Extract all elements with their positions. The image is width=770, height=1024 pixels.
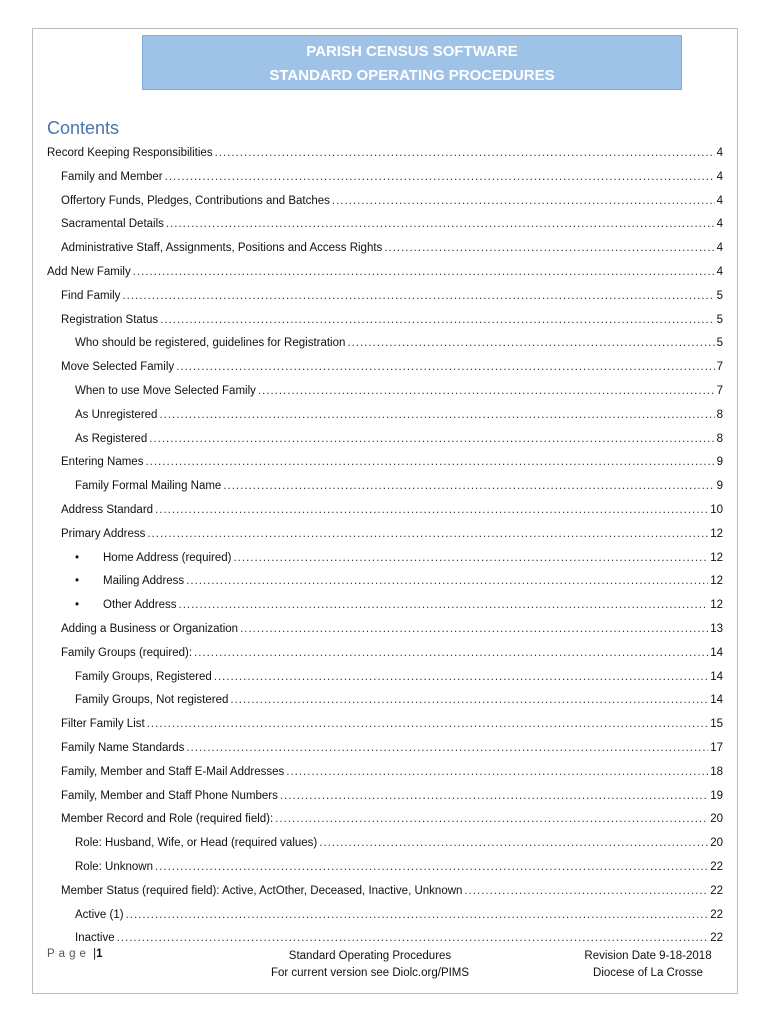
toc-entry-label: As Registered [75, 432, 148, 445]
toc-entry-page: 4 [716, 147, 723, 159]
toc-entry-page: 18 [710, 765, 723, 778]
toc-entry[interactable] [75, 407, 723, 423]
toc-leader-dots [280, 788, 708, 804]
toc-leader-dots [186, 740, 708, 756]
toc-entry[interactable] [61, 716, 723, 732]
toc-entry-label: When to use Move Selected Family [75, 385, 256, 397]
toc-entry-label: Inactive [75, 932, 115, 945]
footer-page-word: Page [47, 948, 90, 960]
toc-entry-page: 22 [710, 861, 723, 873]
toc-entry[interactable] [61, 193, 723, 209]
toc-entry[interactable] [61, 811, 723, 827]
contents-heading: Contents [47, 118, 120, 138]
footer-right [560, 948, 736, 982]
toc-entry-page: 12 [710, 551, 723, 564]
toc-entry[interactable] [75, 597, 723, 613]
toc-entry[interactable] [61, 169, 723, 185]
toc-entry-label: Record Keeping Responsibilities [47, 147, 213, 159]
toc-entry[interactable] [61, 312, 723, 328]
toc-entry-label: Role: Husband, Wife, or Head (required values) [75, 837, 318, 850]
toc-entry-label: Offertory Funds, Pledges, Contributions and Batches [61, 194, 330, 207]
toc-leader-dots [147, 716, 709, 732]
toc-entry-label: Adding a Business or Organization [61, 623, 239, 635]
toc-leader-dots [126, 907, 709, 923]
toc-leader-dots [133, 264, 715, 280]
toc-entry[interactable] [75, 907, 723, 923]
footer-sop-title: Standard Operating Procedures [288, 950, 452, 962]
toc-entry[interactable] [61, 883, 723, 899]
toc-entry[interactable] [61, 359, 723, 375]
toc-entry-page: 8 [716, 432, 723, 445]
toc-entry[interactable] [75, 835, 723, 851]
toc-entry-label: Find Family [61, 289, 121, 302]
toc-leader-dots [186, 573, 708, 589]
toc-leader-dots [275, 811, 708, 827]
toc-entry-label: Family Groups, Registered [75, 670, 212, 683]
toc-bullet-icon: • [75, 551, 80, 564]
toc-leader-dots [464, 883, 708, 899]
toc-entry[interactable] [75, 930, 723, 946]
toc-entry-page: 22 [710, 884, 723, 897]
footer-page-value: 1 [96, 948, 103, 960]
toc-entry-label: Family Groups, Not registered [75, 694, 229, 707]
toc-leader-dots [223, 478, 714, 494]
toc-entry-label: Mailing Address [103, 575, 185, 588]
toc-entry-page: 12 [710, 575, 723, 588]
toc-entry-label: Primary Address [61, 527, 146, 540]
toc-leader-dots [240, 621, 708, 637]
toc-leader-dots [145, 454, 714, 470]
toc-entry-label: Family Groups (required): [61, 646, 193, 659]
footer-page-number [47, 948, 102, 960]
toc-entry[interactable] [75, 478, 723, 494]
toc-entry-page: 19 [710, 789, 723, 802]
toc-entry-label: Family and Member [61, 170, 163, 183]
toc-leader-dots [233, 550, 708, 566]
toc-entry-page: 14 [710, 646, 723, 659]
toc-entry-page: 15 [710, 718, 723, 731]
toc-bullet-icon: • [75, 575, 80, 588]
toc-leader-dots [147, 526, 708, 542]
toc-leader-dots [155, 502, 708, 518]
toc-entry[interactable] [75, 859, 723, 875]
toc-entry[interactable] [75, 383, 723, 399]
toc-entry-page: 4 [716, 218, 723, 231]
toc-entry[interactable] [61, 216, 723, 232]
toc-entry-label: Registration Status [61, 313, 159, 326]
toc-entry-label: Family Formal Mailing Name [75, 480, 222, 493]
toc-leader-dots [214, 669, 708, 685]
toc-entry-page: 20 [710, 813, 723, 826]
toc-entry[interactable] [61, 621, 723, 637]
toc-leader-dots [215, 145, 715, 161]
toc-entry-page: 4 [716, 242, 723, 255]
toc-entry[interactable] [47, 264, 723, 280]
toc-leader-dots [347, 335, 714, 351]
toc-entry[interactable] [75, 692, 723, 708]
footer-diocese: Diocese of La Crosse [593, 967, 703, 979]
toc-entry[interactable] [61, 240, 723, 256]
toc-entry-label: Family, Member and Staff E-Mail Addresses [61, 765, 285, 778]
toc-entry-page: 17 [710, 742, 723, 754]
toc-entry-page: 5 [716, 289, 723, 302]
toc-entry-page: 8 [716, 408, 723, 421]
toc-entry-page: 5 [716, 337, 723, 350]
toc-entry-label: Filter Family List [61, 718, 145, 731]
toc-entry-label: Family, Member and Staff Phone Numbers [61, 789, 278, 802]
toc-leader-dots [179, 597, 709, 613]
toc-entry-page: 4 [716, 266, 723, 278]
toc-entry-page: 9 [716, 456, 723, 469]
toc-entry[interactable] [61, 454, 723, 470]
toc-entry-page: 22 [710, 908, 723, 921]
toc-entry-page: 20 [710, 837, 723, 850]
toc-entry[interactable] [75, 669, 723, 685]
toc-entry-page: 4 [716, 194, 723, 207]
toc-entry-label: Administrative Staff, Assignments, Positions and Access Rights [61, 242, 383, 255]
toc-entry-label: Sacramental Details [61, 218, 164, 231]
toc-entry-page: 22 [710, 932, 723, 945]
toc-entry-page: 12 [710, 599, 723, 612]
toc-entry[interactable] [61, 764, 723, 780]
toc-entry-label: As Unregistered [75, 408, 158, 421]
toc-entry[interactable] [75, 573, 723, 589]
toc-entry[interactable] [61, 502, 723, 518]
toc-entry[interactable] [75, 431, 723, 447]
toc-leader-dots [286, 764, 708, 780]
toc-entry-label: Move Selected Family [61, 361, 175, 374]
toc-entry-page: 14 [710, 670, 723, 683]
toc-entry-label: Home Address (required) [103, 551, 232, 564]
toc-leader-dots [319, 835, 708, 851]
toc-entry-label: Role: Unknown [75, 861, 153, 873]
toc-entry-label: Address Standard [61, 504, 154, 516]
toc-entry-label: Member Record and Role (required field): [61, 813, 274, 826]
toc-leader-dots [155, 859, 708, 875]
toc-leader-dots [149, 431, 714, 447]
toc-leader-dots [332, 193, 715, 209]
toc-leader-dots [122, 288, 714, 304]
footer-page-separator: | [93, 948, 97, 960]
toc-entry-page: 10 [710, 504, 723, 516]
toc-entry-page: 9 [716, 480, 723, 493]
toc-entry-page: 14 [710, 694, 723, 707]
toc-leader-dots [165, 169, 715, 185]
toc-entry[interactable] [61, 288, 723, 304]
title-line-2: STANDARD OPERATING PROCEDURES [269, 67, 555, 84]
toc-entry-label: Member Status (required field): Active, ActOther, Deceased, Inactive, Unknown [61, 884, 463, 897]
toc-entry-label: Add New Family [47, 266, 131, 278]
footer-version-note: For current version see Diolc.org/PIMS [270, 967, 470, 979]
toc-leader-dots [166, 216, 715, 232]
toc-entry[interactable] [75, 335, 723, 351]
toc-entry[interactable] [75, 550, 723, 566]
footer-center [220, 948, 520, 982]
title-line-1: PARISH CENSUS SOFTWARE [306, 43, 518, 60]
toc-leader-dots [230, 692, 708, 708]
toc-leader-dots [194, 645, 708, 661]
toc-entry[interactable] [47, 145, 723, 161]
toc-entry-page: 13 [710, 623, 723, 635]
toc-leader-dots [160, 312, 714, 328]
toc-entry-label: Entering Names [61, 456, 144, 469]
toc-entry-page: 7 [716, 361, 723, 374]
toc-entry[interactable] [61, 788, 723, 804]
toc-entry-label: Family Name Standards [61, 742, 185, 754]
toc-entry-label: Other Address [103, 599, 177, 612]
toc-leader-dots [176, 359, 714, 375]
toc-entry[interactable] [61, 645, 723, 661]
toc-entry-label: Who should be registered, guidelines for Registration [75, 337, 346, 350]
toc-leader-dots [384, 240, 714, 256]
toc-leader-dots [159, 407, 714, 423]
toc-leader-dots [117, 930, 709, 946]
toc-entry[interactable] [61, 526, 723, 542]
toc-leader-dots [258, 383, 715, 399]
toc-entry-page: 4 [716, 170, 723, 183]
toc-entry-page: 12 [710, 527, 723, 540]
toc-bullet-icon: • [75, 599, 80, 612]
toc-entry-page: 5 [716, 313, 723, 326]
footer-revision-date: Revision Date 9-18-2018 [584, 950, 712, 962]
toc-entry-page: 7 [716, 385, 723, 397]
toc-entry-label: Active (1) [75, 908, 124, 921]
toc-entry[interactable] [61, 740, 723, 756]
